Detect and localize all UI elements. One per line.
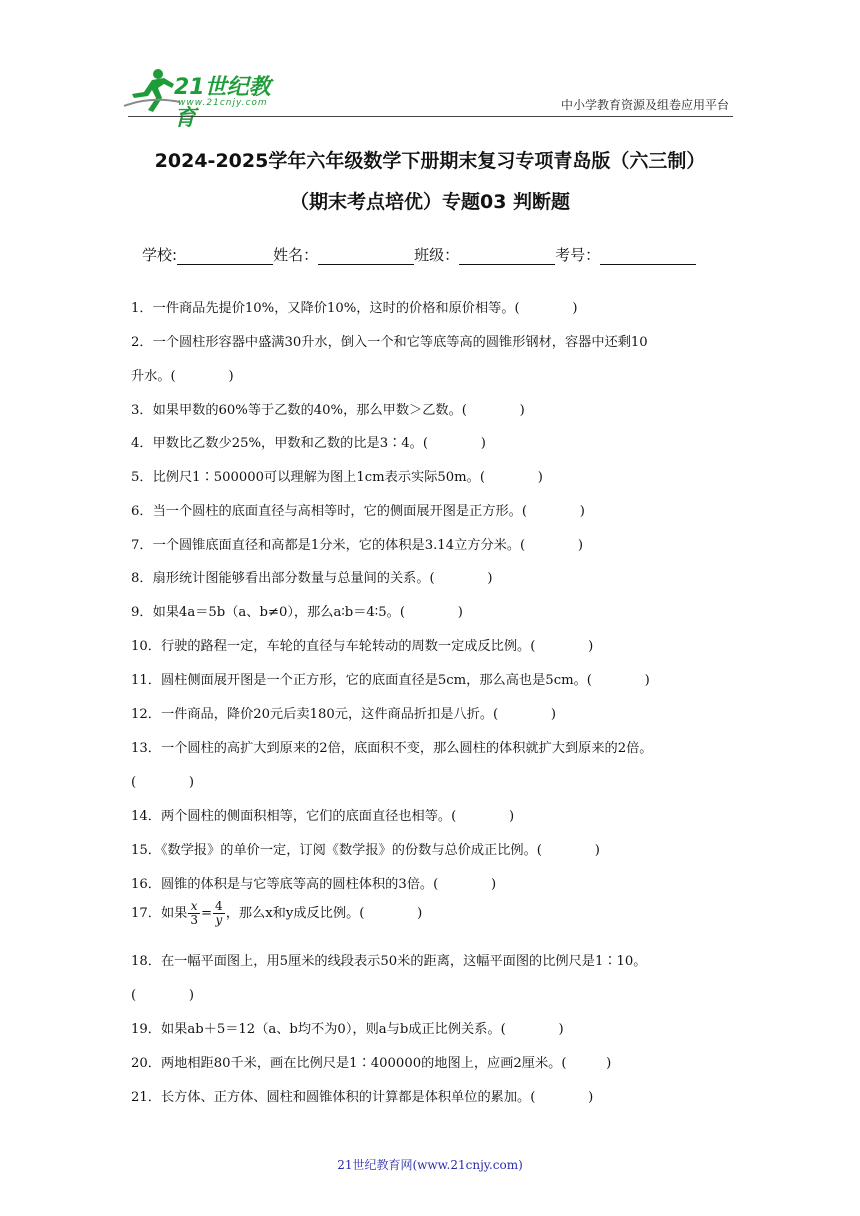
logo (122, 66, 292, 131)
question-15: 15．《数学报》的单价一定，订阅《数学报》的份数与总价成正比例。( ) (131, 843, 600, 858)
question-2: 2．一个圆柱形容器中盛满30升水，倒入一个和它等底等高的圆锥形钢材，容器中还剩10 (131, 335, 648, 350)
fraction-x-over-3 (188, 900, 200, 927)
logo-url: www.21cnjy.com (178, 98, 268, 108)
question-13: 13．一个圆柱的高扩大到原来的2倍，底面积不变，那么圆柱的体积就扩大到原来的2倍。 (131, 741, 653, 756)
question-4: 4．甲数比乙数少25%，甲数和乙数的比是3∶4。( ) (131, 436, 486, 451)
name-blank (318, 247, 414, 265)
q17-suffix: ，那么x和y成反比例。( ) (225, 906, 423, 921)
q17-prefix: 17．如果 (131, 906, 188, 921)
question-16: 16．圆锥的体积是与它等底等高的圆柱体积的3倍。( ) (131, 877, 497, 892)
question-9: 9．如果4a＝5b（a、b≠0），那么a∶b＝4∶5。( ) (131, 605, 463, 620)
question-14: 14．两个圆柱的侧面积相等，它们的底面直径也相等。( ) (131, 809, 515, 824)
school-blank (177, 247, 273, 265)
question-5: 5．比例尺1∶500000可以理解为图上1cm表示实际50m。( ) (131, 470, 543, 485)
question-1: 1．一件商品先提价10%，又降价10%，这时的价格和原价相等。( ) (131, 301, 578, 316)
number-blank (600, 247, 696, 265)
class-label: 班级： (414, 246, 460, 264)
question-2-continued: 升水。( ) (131, 369, 234, 384)
question-19: 19．如果ab＋5＝12（a、b均不为0），则a与b成正比例关系。( ) (131, 1022, 564, 1037)
page-header (0, 0, 860, 131)
fraction-numerator: x (188, 900, 200, 914)
class-blank (459, 247, 555, 265)
question-17 (131, 900, 422, 927)
page-footer: 21世纪教育网(www.21cnjy.com) (337, 1158, 523, 1172)
question-18-continued: ( ) (131, 988, 195, 1003)
student-info-line (142, 244, 696, 265)
name-label: 姓名： (273, 246, 319, 264)
question-7: 7．一个圆锥底面直径和高都是1分米，它的体积是3.14立方分米。( ) (131, 538, 584, 553)
fraction-numerator: 4 (215, 899, 223, 913)
question-3: 3．如果甲数的60%等于乙数的40%，那么甲数＞乙数。( ) (131, 403, 525, 418)
question-21: 21．长方体、正方体、圆柱和圆锥体积的计算都是体积单位的累加。( ) (131, 1090, 594, 1105)
question-11: 11．圆柱侧面展开图是一个正方形，它的底面直径是5cm，那么高也是5cm。( ) (131, 673, 650, 688)
question-12: 12．一件商品，降价20元后卖180元，这件商品折扣是八折。( ) (131, 707, 557, 722)
fraction-4-over-y (213, 900, 225, 927)
fraction-denominator: y (215, 913, 223, 927)
question-13-continued: ( ) (131, 775, 195, 790)
logo-text: 21世纪教育 (174, 75, 271, 131)
school-label: 学校: (142, 246, 178, 264)
page-subtitle: （期末考点培优）专题03 判断题 (289, 191, 571, 213)
equals-sign: = (200, 906, 213, 921)
question-10: 10．行驶的路程一定，车轮的直径与车轮转动的周数一定成反比例。( ) (131, 639, 594, 654)
platform-name: 中小学教育资源及组卷应用平台 (560, 98, 729, 112)
number-label: 考号： (555, 246, 601, 264)
page-title: 2024-2025学年六年级数学下册期末复习专项青岛版（六三制） (154, 150, 706, 172)
runner-logo-icon (122, 66, 182, 114)
fraction-denominator: 3 (190, 913, 198, 927)
question-6: 6．当一个圆柱的底面直径与高相等时，它的侧面展开图是正方形。( ) (131, 504, 585, 519)
question-18: 18．在一幅平面图上，用5厘米的线段表示50米的距离，这幅平面图的比例尺是1∶10。 (131, 954, 647, 969)
question-20: 20．两地相距80千米，画在比例尺是1∶400000的地图上，应画2厘米。( ) (131, 1056, 612, 1071)
question-8: 8．扇形统计图能够看出部分数量与总量间的关系。( ) (131, 571, 493, 586)
header-divider (128, 116, 733, 117)
